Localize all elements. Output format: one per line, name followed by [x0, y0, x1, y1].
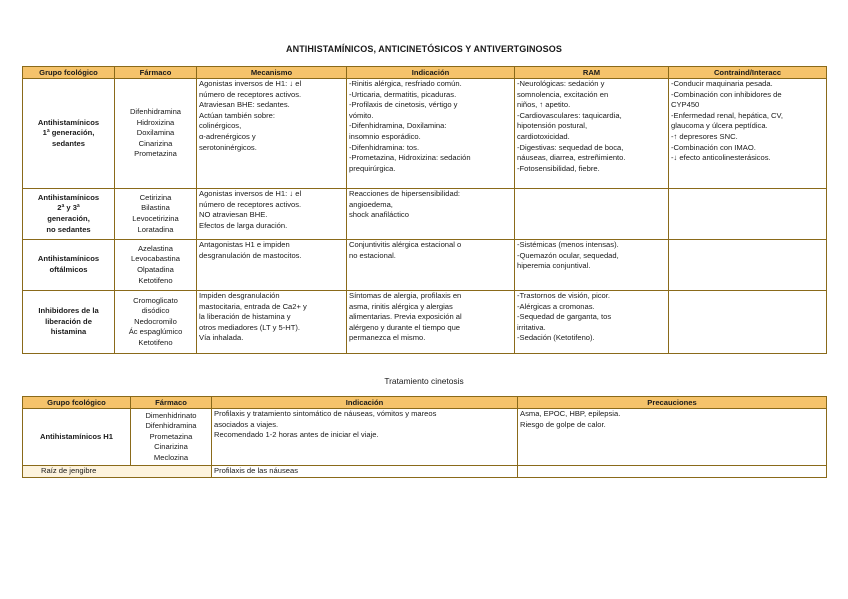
cell-line: α-adrenérgicos y	[199, 131, 256, 141]
cell-line: cardiotoxicidad.	[517, 131, 570, 141]
column-header: Contraind/Interacc	[669, 67, 827, 79]
cell-line: Levocabastina	[131, 254, 180, 264]
cell-line: Prometazina	[149, 431, 193, 441]
cell-line: Azelastina	[137, 243, 174, 253]
ram-cell	[515, 291, 669, 354]
contraindication-cell	[669, 240, 827, 291]
cell-line: -Profilaxis de cinetosis, vértigo y	[349, 100, 458, 110]
cell-line: -Difenhidramina: tos.	[349, 142, 420, 152]
column-header: Grupo fcológico	[23, 397, 131, 409]
cell-line: Actúan también sobre:	[199, 110, 275, 120]
column-header: Fármaco	[115, 67, 197, 79]
column-header: Indicación	[347, 67, 515, 79]
mechanism-cell	[197, 79, 347, 189]
cell-line: Cetirizina	[139, 192, 172, 202]
cell-line: Agonistas inversos de H1: ↓ el	[199, 79, 302, 88]
cell-line: -Combinación con IMAO.	[671, 142, 756, 152]
cell-line: Cromoglicato	[133, 295, 178, 305]
cell-line: Prometazina	[134, 149, 177, 159]
cell-line: Olpatadina	[137, 265, 174, 274]
cell-line: irritativa.	[517, 322, 546, 332]
group-cell	[23, 291, 115, 354]
cell-line: Cinarizina	[154, 442, 188, 452]
cell-line: 2ª y 3ª	[57, 203, 80, 213]
cell-line: -Fotosensibilidad, fiebre.	[517, 163, 600, 173]
cell-line: Nedocromilo	[134, 316, 177, 326]
drugs-cell	[115, 79, 197, 189]
cell-line: asociados a viajes.	[214, 419, 279, 429]
table-row	[23, 409, 827, 466]
cell-line: -Neurológicas: sedación y	[517, 79, 605, 88]
cell-line: -↑ depresores SNC.	[671, 131, 738, 141]
drugs-cell	[131, 409, 212, 466]
cell-line: -Rinitis alérgica, resfriado común.	[349, 79, 462, 88]
table-header-row	[23, 397, 827, 409]
cell-line: -Enfermedad renal, hepática, CV,	[671, 110, 784, 120]
cell-line: Conjuntivitis alérgica estacional o	[349, 240, 462, 249]
antihistamines-table	[22, 66, 827, 354]
cell-line: hiperemia conjuntival.	[517, 261, 591, 271]
cell-line: 1ª generación,	[42, 128, 95, 138]
cell-line: Agonistas inversos de H1: ↓ el	[199, 189, 302, 198]
cell-line: número de receptores activos.	[199, 199, 302, 209]
ram-cell	[515, 79, 669, 189]
table-row	[23, 466, 827, 478]
cell-line: angioedema,	[349, 199, 393, 209]
cinetosis-table	[22, 396, 827, 478]
cell-line: Hidroxizina	[136, 117, 175, 127]
cell-line: desgranulación de mastocitos.	[199, 250, 302, 260]
cell-line: Antihistamínicos	[37, 117, 100, 127]
cell-line: Vía inhalada.	[199, 333, 244, 343]
cell-line: somnolencia, excitación en	[517, 89, 609, 99]
cell-line: Cinarizina	[138, 138, 173, 148]
cell-line: Antihistamínicos	[37, 254, 100, 264]
cell-line: shock anafiláctico	[349, 210, 409, 220]
cell-line: Impiden desgranulación	[199, 291, 280, 300]
cell-line: otros mediadores (LT y 5-HT).	[199, 322, 300, 332]
cell-line: -Trastornos de visión, picor.	[517, 291, 610, 300]
ram-cell	[515, 189, 669, 240]
ram-cell	[515, 240, 669, 291]
cell-line: -Sedación (Ketotifeno).	[517, 333, 595, 343]
cell-line: -Quemazón ocular, sequedad,	[517, 250, 619, 260]
cell-line: oftálmicos	[49, 265, 88, 274]
cell-line: insomnio esporádico.	[349, 131, 421, 141]
cell-line: disódico	[141, 306, 170, 316]
column-header: Mecanismo	[197, 67, 347, 79]
drugs-cell	[115, 291, 197, 354]
cell-line: Ketotifeno	[138, 275, 173, 285]
cell-line: no sedantes	[46, 224, 91, 234]
contraindication-cell	[669, 79, 827, 189]
cell-line: Riesgo de golpe de calor.	[520, 419, 606, 429]
column-header: Fármaco	[131, 397, 212, 409]
cell-line: CYP450	[671, 100, 700, 110]
table-row	[23, 240, 827, 291]
cell-line: NO atraviesan BHE.	[199, 210, 268, 220]
table-header-row	[23, 67, 827, 79]
cell-line: Loratadina	[137, 224, 174, 234]
group-cell	[23, 189, 115, 240]
column-header: Indicación	[212, 397, 518, 409]
indication-cell	[212, 409, 518, 466]
cell-line: alérgeno y durante el tiempo que	[349, 322, 461, 332]
cell-line: Antihistamínicos	[37, 192, 100, 202]
cell-line: -↓ efecto anticolinesterásicos.	[671, 153, 771, 163]
cell-line: no estacional.	[349, 250, 396, 260]
cell-line: Dimenhidrinato	[145, 410, 197, 420]
group-cell: Antihistamínicos H1	[23, 409, 131, 466]
cell-line: Profilaxis y tratamiento sintomático de náuseas, vómitos y mareos	[214, 409, 437, 418]
drugs-cell	[115, 189, 197, 240]
precautions-cell	[518, 409, 827, 466]
cell-line: hipotensión postural,	[517, 121, 588, 131]
cell-line: Doxilamina	[136, 128, 175, 138]
cell-line: -Cardiovasculares: taquicardia,	[517, 110, 622, 120]
cell-line: -Combinación con inhibidores de	[671, 89, 782, 99]
cell-line: Meclozina	[153, 452, 189, 462]
cell-line: niños, ↑ apetito.	[517, 100, 571, 110]
cell-line: Difenhidramina	[129, 107, 182, 117]
cell-line: Bilastina	[141, 203, 170, 213]
indication-cell	[347, 79, 515, 189]
cell-line: serotoninérgicos.	[199, 142, 257, 152]
mechanism-cell	[197, 240, 347, 291]
cell-line: colinérgicos,	[199, 121, 242, 131]
cell-line: náuseas, diarrea, estreñimiento.	[517, 153, 626, 163]
cell-line: Levocetirizina	[132, 214, 179, 223]
cell-line: Ác espaglúmico	[128, 327, 183, 337]
cell-line: Síntomas de alergia, profilaxis en	[349, 291, 462, 300]
cell-line: la liberación de histamina y	[199, 312, 291, 322]
document-title: ANTIHISTAMÍNICOS, ANTICINETÓSICOS Y ANTIVERTGINOSOS	[286, 44, 562, 54]
cell-line: -Conducir maquinaria pesada.	[671, 79, 773, 88]
cell-line: sedantes	[52, 138, 85, 148]
cell-line: -Urticaria, dermatitis, picaduras.	[349, 89, 457, 99]
contraindication-cell	[669, 291, 827, 354]
cell-line: Atraviesan BHE: sedantes.	[199, 100, 290, 110]
table-row	[23, 79, 827, 189]
cell-line: Inhibidores de la	[38, 306, 99, 316]
cell-line: glaucoma y úlcera peptídica.	[671, 121, 768, 131]
cell-line: Recomendado 1-2 horas antes de iniciar el viaje.	[214, 430, 379, 440]
cell-line: generación,	[47, 214, 90, 223]
cell-line: -Digestivas: sequedad de boca,	[517, 142, 624, 152]
cell-line: Profilaxis de las náuseas	[214, 466, 298, 475]
table-row	[23, 189, 827, 240]
cell-line: mastocitaria, entrada de Ca2+ y	[199, 301, 307, 311]
contraindication-cell	[669, 189, 827, 240]
cell-line: -Difenhidramina, Doxilamina:	[349, 121, 447, 131]
cell-line: Reacciones de hipersensibilidad:	[349, 189, 461, 198]
column-header: Precauciones	[518, 397, 827, 409]
cell-line: Asma, EPOC, HBP, epilepsia.	[520, 409, 621, 418]
indication-cell	[212, 466, 518, 478]
cell-line: -Sequedad de garganta, tos	[517, 312, 612, 322]
cell-line: Difenhidramina	[145, 421, 197, 431]
cell-line: -Sistémicas (menos intensas).	[517, 240, 619, 249]
cell-line: prequirúrgica.	[349, 163, 396, 173]
mechanism-cell	[197, 189, 347, 240]
group-cell: Raíz de jengibre	[23, 466, 212, 478]
cinetosis-subtitle: Tratamiento cinetosis	[384, 376, 464, 386]
cell-line: permanezca el mismo.	[349, 333, 426, 343]
cell-line: -Prometazina, Hidroxizina: sedación	[349, 153, 471, 163]
indication-cell	[347, 240, 515, 291]
column-header: Grupo fcológico	[23, 67, 115, 79]
group-cell	[23, 240, 115, 291]
precautions-cell	[518, 466, 827, 478]
cell-line: alimentarias. Previa exposición al	[349, 312, 462, 322]
drugs-cell	[115, 240, 197, 291]
cell-line: asma, rinitis alérgica y alergias	[349, 301, 453, 311]
cell-line: Antagonistas H1 e impiden	[199, 240, 290, 249]
indication-cell	[347, 189, 515, 240]
cell-line: Ketotifeno	[138, 337, 173, 347]
mechanism-cell	[197, 291, 347, 354]
cell-line: vómito.	[349, 110, 374, 120]
cell-line: número de receptores activos.	[199, 89, 302, 99]
column-header: RAM	[515, 67, 669, 79]
cell-line: -Alérgicas a cromonas.	[517, 301, 595, 311]
indication-cell	[347, 291, 515, 354]
cell-line: Efectos de larga duración.	[199, 220, 288, 230]
group-cell	[23, 79, 115, 189]
table-row	[23, 291, 827, 354]
cell-line: liberación de	[45, 316, 92, 326]
cell-line: histamina	[50, 327, 87, 337]
